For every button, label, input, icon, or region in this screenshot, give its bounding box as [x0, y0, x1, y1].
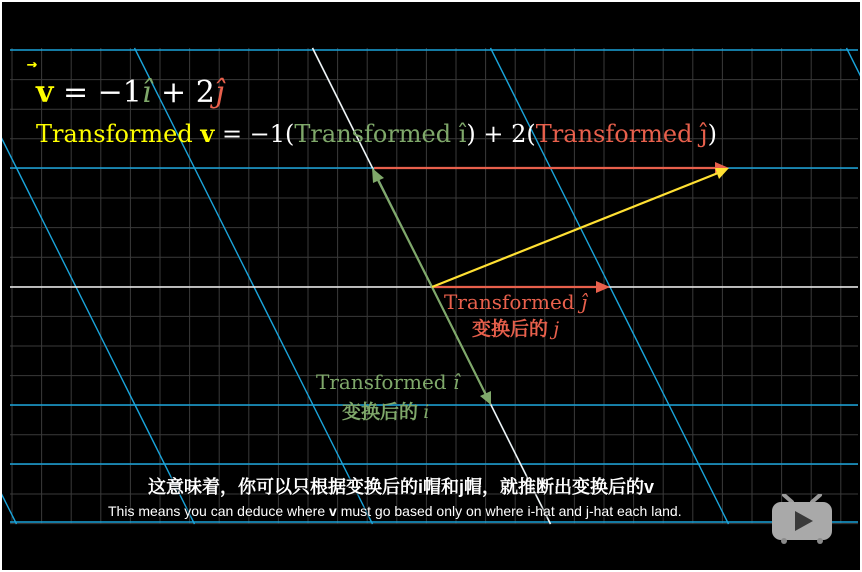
j-hat-chinese-label: [472, 320, 559, 339]
subtitle-english-part-2: must go based only on where i-hat and j-hat each land.: [336, 503, 682, 519]
j-letter: j: [553, 318, 560, 340]
subtitle-english-part-1: This means you can deduce where: [108, 503, 330, 519]
close-plus-two-open: ) + 2(: [466, 120, 536, 148]
j-hat-label-text: Transformed: [444, 290, 575, 314]
i-letter: i: [423, 401, 430, 423]
plus-two: + 2: [161, 75, 215, 110]
j-hat-chinese-text: 变换后的: [472, 319, 549, 340]
i-hat-symbol: î: [141, 75, 152, 110]
video-player[interactable]: [2, 2, 860, 570]
i-hat-label-text: Transformed: [316, 370, 447, 394]
transformed-word: Transformed: [36, 120, 193, 148]
i-hat-label-symbol: î: [452, 370, 460, 394]
subtitle-chinese: 这意味着，你可以只根据变换后的i帽和j帽，就推断出变换后的v: [148, 477, 655, 497]
equals-minus-one: = −1: [62, 75, 142, 110]
vector-v-symbol: [36, 75, 53, 110]
equation-line-2: [36, 119, 717, 148]
j-hat-label-symbol: ĵ: [580, 290, 588, 314]
close-paren: ): [707, 120, 717, 148]
i-hat-chinese-text: 变换后的: [342, 402, 419, 423]
transformed-grid-line-slanted: [847, 48, 861, 524]
transformed-grid-line-slanted: [2, 48, 17, 524]
negative-i-hat-vector: [378, 180, 432, 287]
subtitle-english-v: v: [329, 503, 337, 519]
j-hat-label: [444, 292, 587, 312]
j-hat-symbol: ĵ: [214, 75, 225, 110]
equals-minus-one-open: = −1(: [221, 120, 295, 148]
tv-play-icon[interactable]: [770, 494, 834, 544]
transformed-i-hat: Transformed î: [294, 120, 467, 148]
v-letter: v: [36, 75, 54, 110]
i-hat-chinese-label: [342, 403, 429, 422]
transformed-j-hat: Transformed ĵ: [535, 120, 708, 148]
vector-v: [432, 173, 718, 287]
i-hat-label: [316, 372, 459, 392]
subtitle-english: [108, 504, 682, 518]
equation-line-1: [36, 75, 225, 110]
transformed-v-symbol: v: [200, 119, 215, 148]
